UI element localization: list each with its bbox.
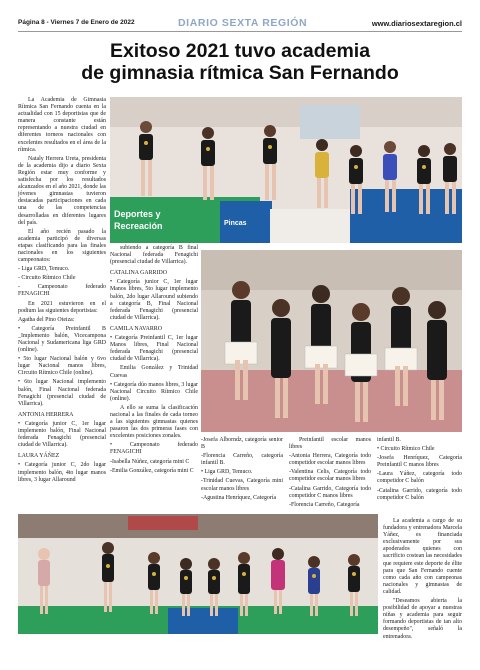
paragraph: La academia a cargo de su fundadora y entrenadora Marcela Yáñez, es financiada exclusivamente por sus apoderados quienes con sacrificio costean las necesidades que requiere este deporte de élite para que San Fernando cuente como cada año con campeonas nacionales y gimnastas de calidad. [383, 518, 462, 595]
paragraph: -Trinidad Cuevas, Categoría mini escolar manos libres [201, 478, 283, 492]
paragraph: - Liga GRD, Temuco. [18, 266, 70, 273]
page-info: Página 8 - Viernes 7 de Enero de 2022 [18, 19, 135, 26]
paragraph: -Laura Yáñez, categoría todo competidor C balón [377, 471, 462, 485]
paragraph: • Categoría junior C, 1er lugar implemento balón, Final Nacional federada Fenagichi (presencial ciudad de Villarrica). [18, 420, 106, 449]
paragraph: • Categoría junior C, 1er lugar Manos libres, 5to lugar implemento balón, 2do lugar Allaround subiendo a categoría B, Final Nacional federada Fenagichi (presencial ciudad de Villarrica). [110, 279, 198, 321]
paragraph: -Florencia Carreño, categoría infantil B. [201, 453, 283, 467]
paragraph: • 5to lugar Nacional balón y 6vo lugar Nacional manos libres, Circuito Rítmico Chile (online). [18, 356, 106, 377]
paragraph: CATALINA GARRIDO [110, 270, 167, 277]
paragraph: • Liga GRD, Temuco. [201, 469, 253, 476]
paragraph: La Academia de Gimnasia Rítmica San Fernando cuenta en la actualidad con 15 deportistas que de manera constante están representando a nuestra ciudad en diferentes torneos nacionales con excelentes resultados en el área de la rítmica. [18, 97, 106, 153]
article-column-1 [18, 97, 106, 517]
paragraph: A ello se suma la clasificación nacional a las finales de cada torneo a las siguientes gimnastas quienes pasaron las dos primeras fases con excelentes posiciones zonales. [110, 404, 198, 440]
paragraph: En 2021 estuvieron en el podium las siguientes deportistas: [18, 300, 106, 314]
banner-sign-text: Pincas [224, 220, 247, 227]
paragraph: -Catalina Garrido, Categoría todo competidor C manos libres [289, 485, 371, 499]
paragraph: • Categoría dúo manos libres, 3 lugar Nacional Circuito Rítmico Chile (online). [110, 381, 198, 402]
paragraph: "Deseamos abierta la posibilidad de apoyar a nuestras niñas y academia para seguir formando deportistas de tan alto desempeño", señaló la entrenadora. [383, 598, 462, 640]
paragraph: CAMILA NAVARRO [110, 325, 162, 332]
paragraph: -Catalina Garrido, categoría todo competidor C balón [377, 487, 462, 501]
banner-text-2: Recreación [114, 221, 163, 231]
paragraph: infantil B. [377, 437, 401, 443]
paragraph: El año recién pasado la academia participó de diversas etapas clasificando para las finales nacionales en los siguientes campeonatos: [18, 228, 106, 264]
paragraph: -Josefa Alborndz, categoría senior B [201, 437, 283, 451]
paragraph: subiendo a categoría B final Nacional federada Fenagichi (presencial ciudad de Villarrica). [110, 245, 198, 266]
paragraph: Preinfantil escolar manos libres [289, 437, 371, 451]
paragraph: Agatha del Pino Oteiza: [18, 316, 75, 323]
article-column-4 [289, 437, 371, 517]
paragraph: • Categoría junior C, 2do lugar implemento balón, 4to lugar manos libres, 3 lugar Allaround [18, 462, 106, 483]
paragraph: ANTONIA HERRERA [18, 411, 74, 418]
paragraph: -Antonia Herrera, Categoría todo competidor escolar manos libres [289, 453, 371, 467]
paragraph: - Campeonato federado FENAGICHI [18, 284, 106, 298]
paragraph: • Categoría Preinfantil B _Implemento balón, Vicecampona Nacional y Sudamericana liga GRD (online). [18, 325, 106, 354]
article-column-2 [110, 245, 198, 510]
photo-gymnasts-diplomas [201, 250, 462, 432]
banner-text-1: Deportes y [114, 209, 161, 219]
article-column-5 [377, 437, 462, 517]
headline [18, 40, 462, 84]
paragraph: - Circuito Rítmico Chile [18, 275, 76, 282]
paragraph: • Circuito Rítmico Chile [377, 446, 435, 453]
paragraph: -Emilia González, categoría mini C [110, 467, 194, 474]
paragraph: • 6to lugar Nacional implemento balón, Final Nacional federada Fenagichi (presencial ciudad de Villarrica). [18, 379, 106, 407]
headline-line-2: de gimnasia rítmica San Fernando [81, 62, 399, 84]
headline-line-1: Exitoso 2021 tuvo academia [109, 40, 371, 62]
masthead [18, 18, 462, 32]
paragraph: Emilia González y Trinidad Cuevas [110, 365, 198, 379]
website-link[interactable]: www.diariosextaregion.cl [371, 19, 462, 28]
photo-medal-lineup [18, 514, 378, 634]
paragraph: -Agustina Henríquez, Categoría [201, 494, 277, 501]
paragraph: • Categoría Preinfantil C, 1er lugar Manos libres, Final Nacional federada Fenagichi (presencial ciudad de Villarrica). [110, 335, 198, 363]
paragraph: -Josefa Henríquez, Categoría Preinfantil C manos libres [377, 455, 462, 469]
paragraph: -Florencia Carreño, Categoría [289, 501, 360, 508]
photo-podium-group [110, 97, 462, 243]
paragraph: • Campeonato federado FENAGICHI [110, 442, 198, 456]
paper-title: DIARIO SEXTA REGIÓN [178, 17, 308, 29]
paragraph: LAURA YÁÑEZ [18, 453, 60, 460]
paragraph: Nataly Herrera Ureta, presidenta de la academia dijo a diario Sexta Región estar muy conforme y satisfecha por los resultados alcanzados en el año 2021, donde las jóvenes gimnastas tuvieron destacadas participaciones en cada una de las competencias desarrolladas en diferentes lugares del país. [18, 155, 106, 226]
paragraph: -Valentina Celis, Categoría todo competidor escolar manos libres [289, 469, 371, 483]
article-column-3 [201, 437, 283, 517]
article-column-6 [383, 518, 462, 638]
paragraph: -Isabella Núñez, categoría mini C [110, 458, 190, 465]
